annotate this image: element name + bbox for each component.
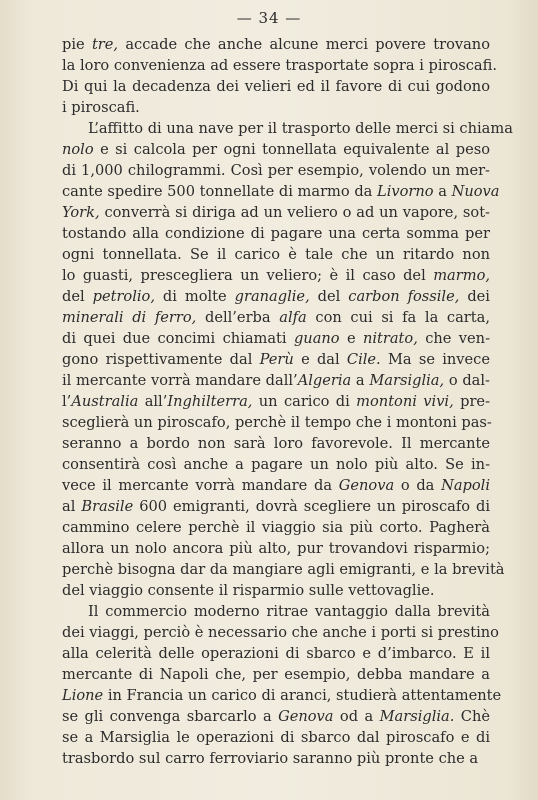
- text-run: dell’erba: [196, 309, 280, 326]
- text-line: [62, 622, 499, 643]
- text-run: il mercante vorrà mandare dall’: [62, 372, 298, 389]
- italic-text-run: carbon fossile,: [348, 288, 460, 305]
- text-run: pre-: [453, 393, 491, 410]
- text-line: [62, 181, 500, 202]
- text-run: e si calcola per ogni tonnellata equivalente al peso: [93, 141, 490, 158]
- text-run: consentirà così anche a pagare un nolo più alto. Se in-: [62, 456, 490, 473]
- text-line: [62, 559, 505, 580]
- italic-text-run: minerali di ferro,: [62, 309, 197, 326]
- text-line: [62, 139, 490, 160]
- text-run: un carico di: [252, 393, 357, 410]
- text-run: mercante di Napoli che, per esempio, debba mandare a: [62, 666, 490, 683]
- text-line: [62, 706, 490, 727]
- italic-text-run: Genova: [338, 477, 395, 494]
- text-line: [62, 433, 490, 454]
- text-run: perchè bisogna dar da mangiare agli emigranti, e la brevità: [62, 561, 505, 578]
- text-line: [62, 538, 490, 559]
- text-line: [62, 34, 490, 55]
- text-run: del: [309, 288, 349, 305]
- italic-text-run: Nuova: [451, 183, 500, 200]
- text-line: [62, 55, 498, 76]
- italic-text-run: petrolio,: [92, 288, 155, 305]
- italic-text-run: guano: [293, 330, 340, 347]
- text-run: pie: [62, 36, 92, 53]
- italic-text-run: Marsiglia,: [369, 372, 445, 389]
- italic-text-run: tre,: [91, 36, 119, 53]
- text-line: [62, 286, 490, 307]
- text-line: [62, 307, 490, 328]
- text-run: Di qui la decadenza dei velieri ed il favore di cui godono: [62, 78, 490, 95]
- page-number: — 34 —: [236, 9, 302, 27]
- text-run: ogni tonnellata. Se il carico è tale che un ritardo non: [62, 246, 490, 263]
- text-run: Chè: [454, 708, 491, 725]
- italic-text-run: Marsiglia.: [379, 708, 455, 725]
- italic-text-run: nitrato,: [362, 330, 418, 347]
- text-run: trasbordo sul carro ferroviario saranno più pronte che a: [62, 750, 479, 767]
- paragraph: [62, 34, 498, 118]
- italic-text-run: marmo,: [433, 267, 490, 284]
- text-run: del viaggio consente il risparmio sulle vettovaglie.: [62, 582, 435, 599]
- text-line: [62, 76, 490, 97]
- italic-text-run: Algeria: [297, 372, 352, 389]
- text-line: [62, 454, 490, 475]
- text-run: vece il mercante vorrà mandare da: [62, 477, 339, 494]
- text-run: di quei due concimi chiamati: [62, 330, 294, 347]
- text-line: [62, 412, 490, 433]
- text-run: gono rispettivamente dal: [62, 351, 260, 368]
- text-line: [62, 244, 490, 265]
- text-run: l’: [62, 393, 72, 410]
- text-line: [62, 160, 490, 181]
- text-run: se gli convenga sbarcarlo a: [62, 708, 279, 725]
- body-text: [62, 34, 513, 769]
- text-run: allora un nolo ancora più alto, pur trovandovi risparmio;: [62, 540, 490, 557]
- italic-text-run: alfa: [279, 309, 307, 326]
- italic-text-run: Inghilterra,: [167, 393, 253, 410]
- text-line: [62, 97, 490, 118]
- italic-text-run: granaglie,: [234, 288, 310, 305]
- italic-text-run: Cile.: [346, 351, 381, 368]
- text-line: [62, 265, 490, 286]
- text-run: del: [62, 288, 93, 305]
- text-run: 600 emigranti, dovrà scegliere un piroscafo di: [133, 498, 490, 515]
- italic-text-run: Lione: [62, 687, 104, 704]
- text-run: a: [351, 372, 370, 389]
- text-run: all’: [138, 393, 168, 410]
- text-run: e: [339, 330, 363, 347]
- text-line: [62, 580, 490, 601]
- text-run: i piroscafi.: [62, 99, 140, 116]
- text-run: dei: [459, 288, 490, 305]
- italic-text-run: York,: [62, 204, 100, 221]
- italic-text-run: Napoli: [441, 477, 490, 494]
- text-run: L’affitto di una nave per il trasporto delle merci si chiama: [88, 120, 513, 137]
- text-run: o dal-: [444, 372, 490, 389]
- text-run: tostando alla condizione di pagare una certa somma per: [62, 225, 490, 242]
- text-run: Ma se invece: [380, 351, 490, 368]
- text-run: seranno a bordo non sarà loro favorevole. Il mercante: [62, 435, 490, 452]
- text-run: lo guasti, prescegliera un veliero; è il caso del: [62, 267, 434, 284]
- paragraph: [62, 118, 513, 601]
- italic-text-run: montoni vivi,: [356, 393, 454, 410]
- text-line: [62, 496, 490, 517]
- text-line: [62, 475, 490, 496]
- text-run: con cui si fa la carta,: [306, 309, 490, 326]
- text-run: cante spedire 500 tonnellate di marmo da: [62, 183, 378, 200]
- text-run: od a: [333, 708, 380, 725]
- text-run: al: [62, 498, 82, 515]
- text-line: [62, 643, 490, 664]
- text-run: in Francia un carico di aranci, studierà attentamente: [103, 687, 502, 704]
- text-line: [62, 727, 490, 748]
- text-run: sceglierà un piroscafo, perchè il tempo che i montoni pas-: [62, 414, 492, 431]
- italic-text-run: nolo: [62, 141, 94, 158]
- text-run: alla celerità delle operazioni di sbarco e d’imbarco. E il: [62, 645, 490, 662]
- text-line: [62, 517, 490, 538]
- text-run: cammino celere perchè il viaggio sia più corto. Pagherà: [62, 519, 490, 536]
- text-line: [62, 664, 490, 685]
- paragraph: [62, 601, 502, 769]
- text-line: [62, 328, 490, 349]
- text-line: [62, 370, 490, 391]
- italic-text-run: Australia: [71, 393, 139, 410]
- text-line: [62, 223, 490, 244]
- text-line: [62, 748, 490, 769]
- text-run: di molte: [154, 288, 235, 305]
- italic-text-run: Brasile: [81, 498, 134, 515]
- text-line: [62, 349, 490, 370]
- italic-text-run: Livorno: [377, 183, 434, 200]
- text-run: a: [433, 183, 452, 200]
- text-run: se a Marsiglia le operazioni di sbarco dal piroscafo e di: [62, 729, 490, 746]
- text-line: [62, 391, 490, 412]
- text-run: accade che anche alcune merci povere trovano: [118, 36, 490, 53]
- text-run: dei viaggi, perciò è necessario che anche i porti si prestino: [62, 624, 499, 641]
- text-run: converrà si diriga ad un veliero o ad un vapore, sot-: [99, 204, 490, 221]
- text-run: che ven-: [417, 330, 490, 347]
- text-run: di 1,000 chilogrammi. Così per esempio, volendo un mer-: [62, 162, 490, 179]
- text-line: [62, 685, 502, 706]
- text-line: [62, 118, 513, 139]
- text-line: [62, 202, 490, 223]
- italic-text-run: Genova: [278, 708, 334, 725]
- text-run: o da: [394, 477, 442, 494]
- text-line: [62, 601, 490, 622]
- text-run: la loro convenienza ad essere trasportate sopra i piroscafi.: [62, 57, 498, 74]
- italic-text-run: Perù: [259, 351, 294, 368]
- text-run: Il commercio moderno ritrae vantaggio dalla brevità: [88, 603, 490, 620]
- text-run: e dal: [293, 351, 347, 368]
